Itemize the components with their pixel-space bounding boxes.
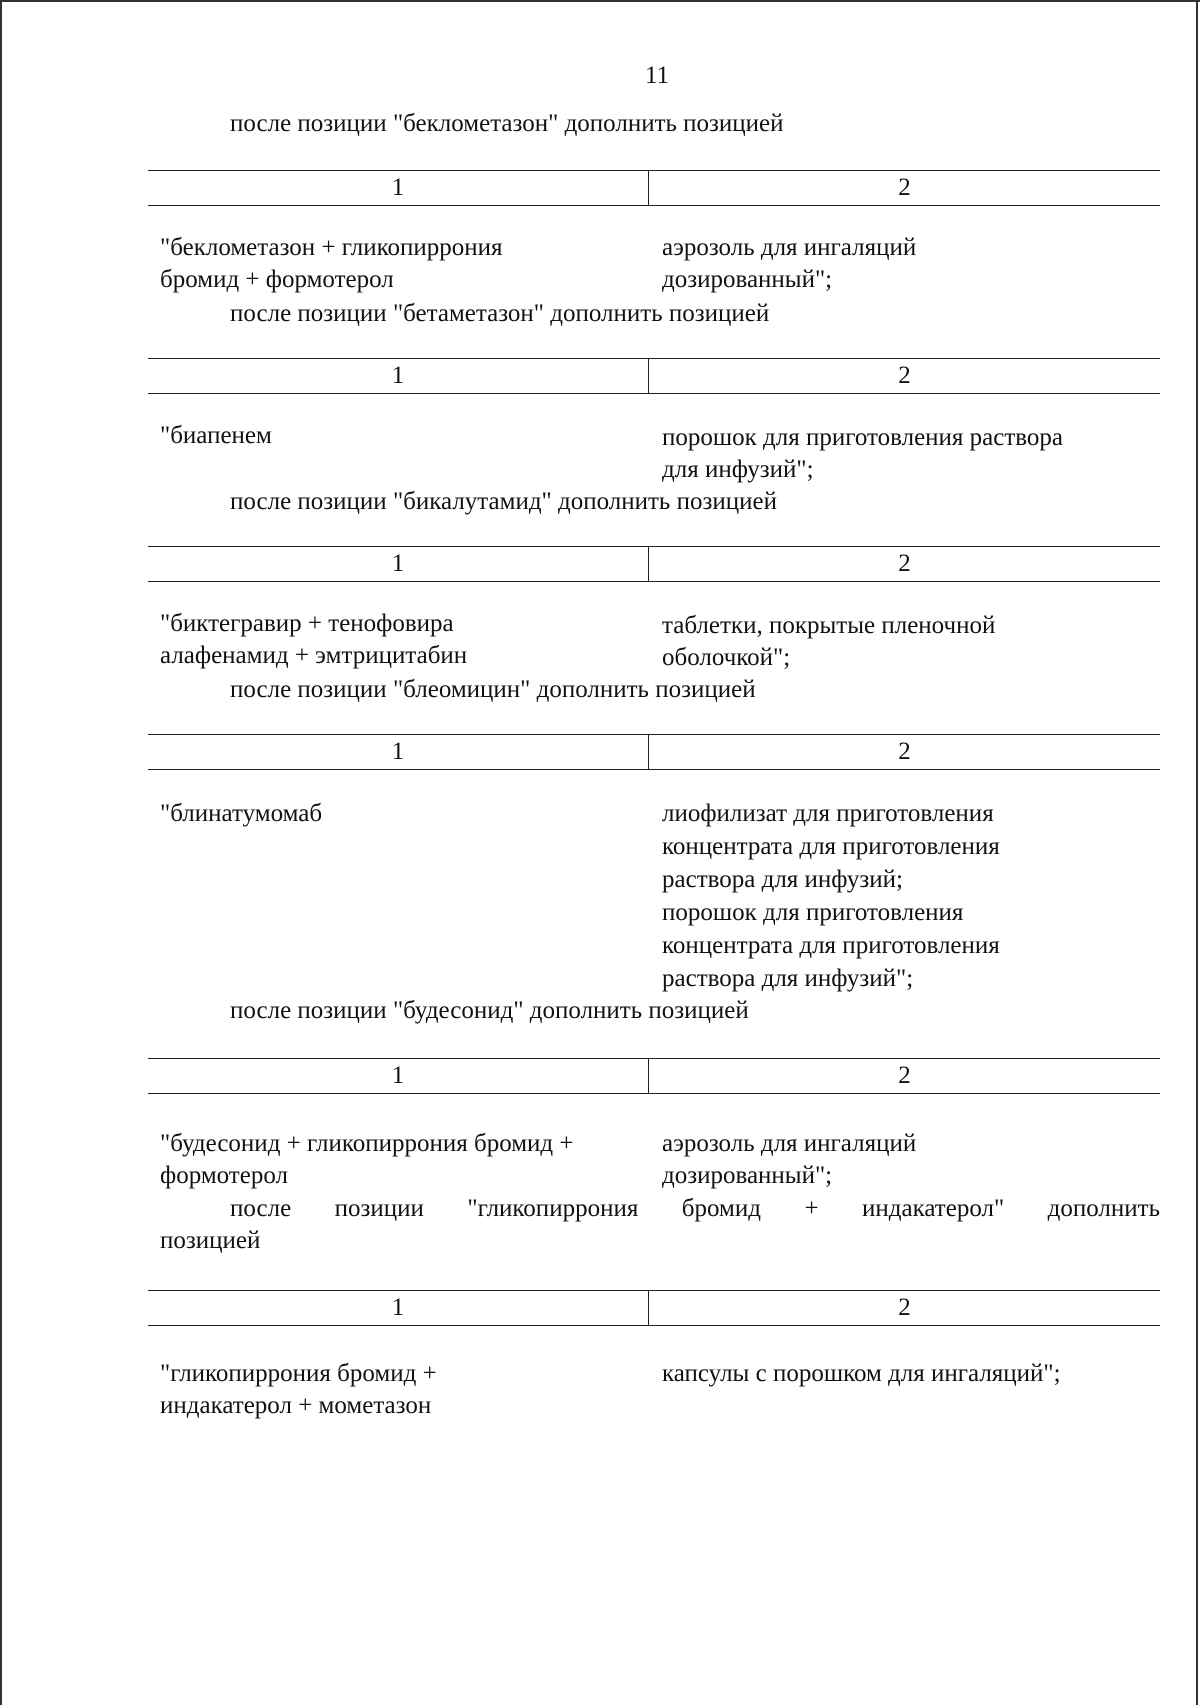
entry-2-form-line-1: порошок для приготовления раствора xyxy=(662,424,1064,451)
entry-1-name-line-1: "беклометазон + гликопиррония xyxy=(160,234,503,261)
entry-4-name-line-1: "блинатумомаб xyxy=(160,800,323,827)
column-header-row-4 xyxy=(148,734,1160,770)
column-header-1: 1 xyxy=(391,1294,405,1321)
entry-3-form-line-2: оболочкой"; xyxy=(662,644,791,671)
instruction-6-word: бромид xyxy=(681,1195,761,1222)
entry-3-name-line-2: алафенамид + эмтрицитабин xyxy=(160,642,468,669)
column-header-row-1 xyxy=(148,170,1160,206)
entry-2-name-line-1: "биапенем xyxy=(160,422,272,449)
scan-edge-top xyxy=(0,0,1200,2)
instruction-4: после позиции "блеомицин" дополнить позицией xyxy=(230,676,756,703)
scan-edge-left xyxy=(0,0,2,1705)
entry-2-form-line-2: для инфузий"; xyxy=(662,456,814,483)
entry-6-form-line-1: капсулы с порошком для ингаляций"; xyxy=(662,1360,1061,1387)
instruction-6-word: индакатерол" xyxy=(862,1195,1005,1222)
column-header-2: 2 xyxy=(898,174,911,201)
scan-edge-right xyxy=(1196,0,1198,1705)
column-header-2: 2 xyxy=(898,362,911,389)
entry-4-form-line-3: раствора для инфузий; xyxy=(662,866,903,893)
column-header-1: 1 xyxy=(391,738,405,765)
entry-4-form-line-2: концентрата для приготовления xyxy=(662,833,1000,860)
entry-4-form-line-6: раствора для инфузий"; xyxy=(662,965,914,992)
entry-6-name-line-2: индакатерол + мометазон xyxy=(160,1392,432,1419)
entry-3-form-line-1: таблетки, покрытые пленочной xyxy=(662,612,996,639)
instruction-6-line-1 xyxy=(230,1193,1160,1225)
entry-5-form-line-2: дозированный"; xyxy=(662,1162,833,1189)
page-number: 11 xyxy=(645,62,670,89)
instruction-6-word: дополнить xyxy=(1047,1195,1160,1222)
column-header-1: 1 xyxy=(391,550,405,577)
instruction-1: после позиции "беклометазон" дополнить позицией xyxy=(230,110,784,137)
entry-6-name-line-1: "гликопиррония бромид + xyxy=(160,1360,437,1387)
entry-5-name-line-2: формотерол xyxy=(160,1162,288,1189)
column-header-row-3 xyxy=(148,546,1160,582)
column-header-row-5 xyxy=(148,1058,1160,1094)
entry-1-form-line-2: дозированный"; xyxy=(662,266,833,293)
instruction-2: после позиции "бетаметазон" дополнить позицией xyxy=(230,300,770,327)
entry-5-name-line-1: "будесонид + гликопиррония бромид + xyxy=(160,1130,574,1157)
entry-1-name-line-2: бромид + формотерол xyxy=(160,266,394,293)
instruction-3: после позиции "бикалутамид" дополнить позицией xyxy=(230,488,777,515)
instruction-6-line-2: позицией xyxy=(160,1227,261,1254)
entry-5-form-line-1: аэрозоль для ингаляций xyxy=(662,1130,917,1157)
entry-4-form-line-5: концентрата для приготовления xyxy=(662,932,1000,959)
entry-1-form-line-1: аэрозоль для ингаляций xyxy=(662,234,917,261)
instruction-6-word: + xyxy=(804,1195,819,1222)
instruction-5: после позиции "будесонид" дополнить позицией xyxy=(230,997,749,1024)
column-header-row-2 xyxy=(148,358,1160,394)
column-header-row-6 xyxy=(148,1290,1160,1326)
column-header-1: 1 xyxy=(391,1062,405,1089)
entry-4-form-line-4: порошок для приготовления xyxy=(662,899,964,926)
column-header-2: 2 xyxy=(898,1062,911,1089)
column-header-2: 2 xyxy=(898,550,911,577)
column-header-2: 2 xyxy=(898,738,911,765)
entry-4-form-line-1: лиофилизат для приготовления xyxy=(662,800,994,827)
entry-3-name-line-1: "биктегравир + тенофовира xyxy=(160,610,454,637)
instruction-6-word: позиции xyxy=(334,1195,424,1222)
instruction-6-word: "гликопиррония xyxy=(467,1195,639,1222)
column-header-1: 1 xyxy=(391,174,405,201)
column-header-1: 1 xyxy=(391,362,405,389)
instruction-6-word: после xyxy=(230,1195,292,1222)
column-header-2: 2 xyxy=(898,1294,911,1321)
